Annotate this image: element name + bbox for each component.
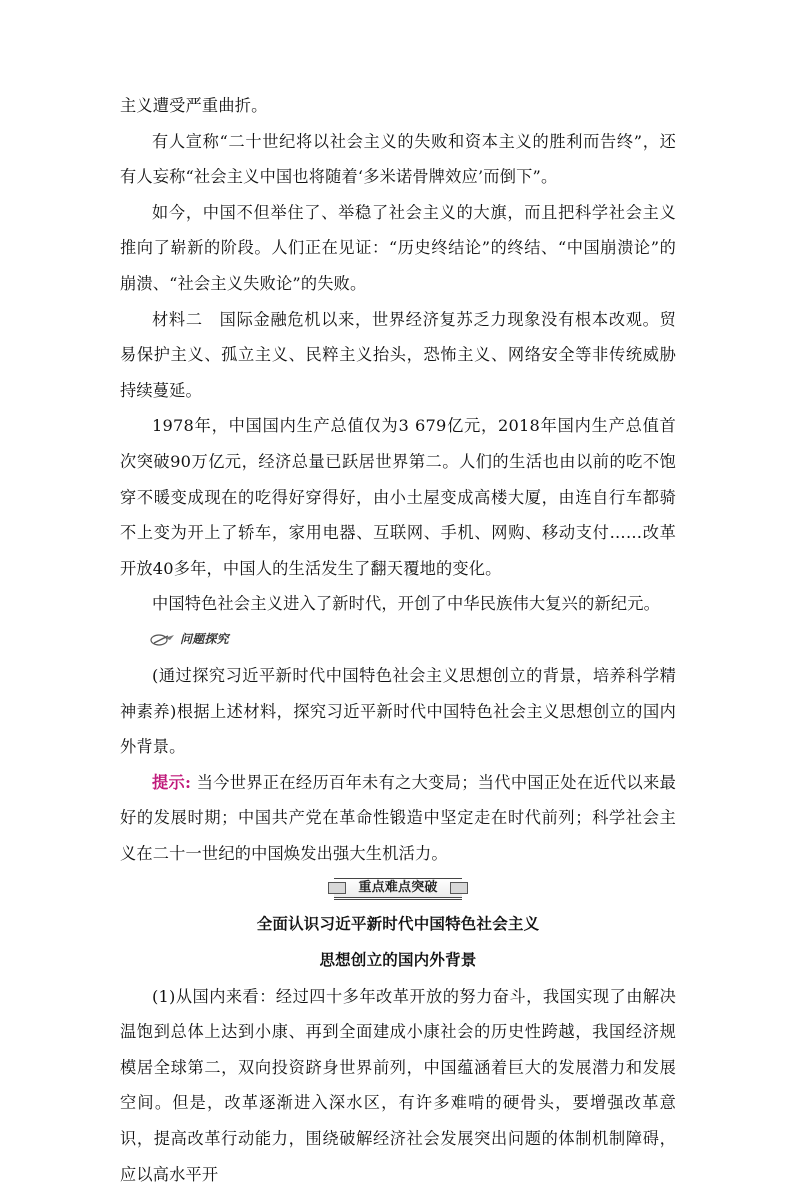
section-title-line-2: 思想创立的国内外背景 bbox=[319, 951, 477, 970]
paragraph-gdp: 1978年，中国国内生产总值仅为3 679亿元，2018年国内生产总值首次突破90万亿元，经济总量已跃居世界第二。人们的生活也由以前的吃不饱穿不暖变成现在的吃得好穿得好，由小土屋变成高楼大厦，由连自行车都骑不上变为开上了轿车，家用电器、互联网、手机、网购、移动支付……改革开放40多年，中国人的生活发生了翻天覆地的变化。 bbox=[120, 416, 676, 578]
question-text: (通过探究习近平新时代中国特色社会主义思想创立的背景，培养科学精神素养)根据上述材料，探究习近平新时代中国特色社会主义思想创立的国内外背景。 bbox=[120, 665, 676, 757]
body-paragraph-domestic: (1)从国内来看：经过四十多年改革开放的努力奋斗，我国实现了由解决温饱到总体上达到小康、再到全面建成小康社会的历史性跨越，我国经济规模居全球第二，双向投资跻身世界前列，中国蕴涵着巨大的发展潜力和发展空间。但是，改革逐渐进入深水区，有许多难啃的硬骨头，要增强改革意识，提高改革行动能力，围绕破解经济社会发展突出问题的体制机制障碍，应以高水平开 bbox=[120, 986, 676, 1184]
key-points-banner: 重点难点突破 bbox=[334, 878, 461, 900]
hint-label: 提示: bbox=[152, 772, 192, 792]
paragraph-today: 如今，中国不但举住了、举稳了社会主义的大旗，而且把科学社会主义推向了崭新的阶段。人们正在见证：“历史终结论”的终结、“中国崩溃论”的崩溃、“社会主义失败论”的失败。 bbox=[120, 202, 676, 293]
material-two-text: 国际金融危机以来，世界经济复苏乏力现象没有根本改观。贸易保护主义、孤立主义、民粹主义抬头，恐怖主义、网络安全等非传统威胁持续蔓延。 bbox=[120, 309, 676, 400]
paragraph-claims: 有人宣称“二十世纪将以社会主义的失败和资本主义的胜利而告终”，还有人妄称“社会主义中国也将随着‘多米诺骨牌效应’而倒下”。 bbox=[120, 131, 676, 187]
material-two-label: 材料二 bbox=[152, 309, 203, 329]
hint-text: 当今世界正在经历百年未有之大变局；当代中国正处在近代以来最好的发展时期；中国共产党在革命性锻造中坚定走在时代前列；科学社会主义在二十一世纪的中国焕发出强大生机活力。 bbox=[120, 772, 676, 863]
paragraph-continuation: 主义遭受严重曲折。 bbox=[120, 96, 268, 115]
hint-paragraph bbox=[120, 765, 676, 872]
question-tag bbox=[120, 622, 676, 658]
question-tag-label: 问题探究 bbox=[180, 632, 229, 647]
quill-icon bbox=[150, 633, 176, 647]
section-title-line-1: 全面认识习近平新时代中国特色社会主义 bbox=[256, 915, 540, 934]
paragraph-material-two bbox=[120, 302, 676, 409]
key-points-banner-wrap bbox=[120, 871, 676, 907]
document-content bbox=[120, 88, 676, 1192]
paragraph-new-era: 中国特色社会主义进入了新时代，开创了中华民族伟大复兴的新纪元。 bbox=[152, 594, 661, 614]
